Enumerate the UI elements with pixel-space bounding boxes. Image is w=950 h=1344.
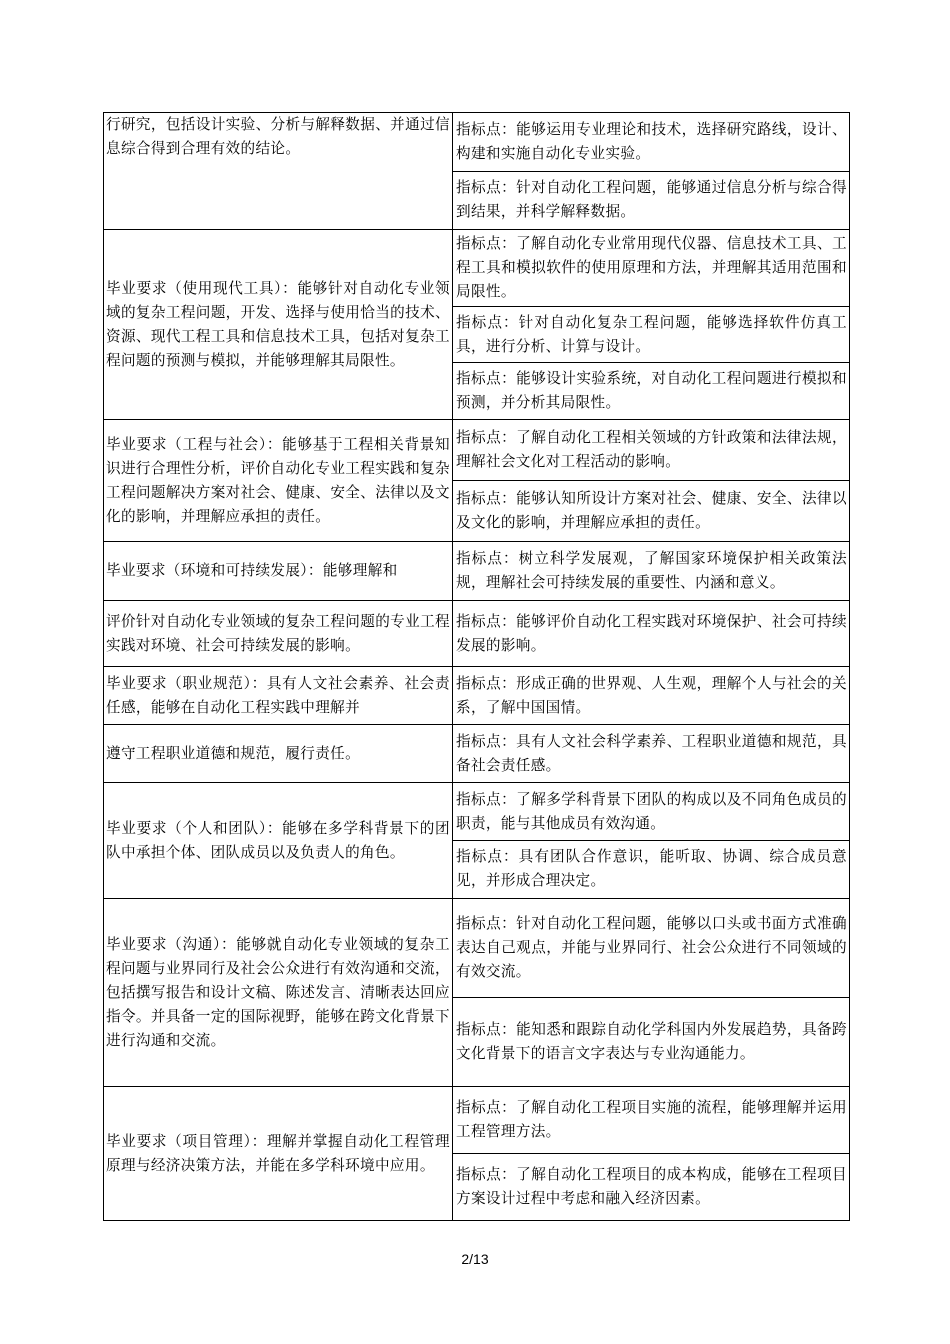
table-row bbox=[104, 229, 849, 419]
indicator-cell bbox=[453, 725, 849, 782]
indicator-column bbox=[453, 725, 849, 782]
indicator-column bbox=[453, 542, 849, 600]
requirement-cell bbox=[104, 420, 453, 541]
requirement-text: 毕业要求（个人和团队）：能够在多学科背景下的团队中承担个体、团队成员以及负责人的角色。 bbox=[106, 819, 450, 861]
indicator-cell bbox=[453, 1087, 849, 1153]
indicator-cell bbox=[453, 306, 849, 362]
requirement-text: 行研究，包括设计实验、分析与解释数据、并通过信息综合得到合理有效的结论。 bbox=[106, 116, 450, 157]
table-row bbox=[104, 541, 849, 600]
requirement-text: 遵守工程职业道德和规范，履行责任。 bbox=[106, 744, 361, 762]
indicator-text: 指标点：了解自动化工程项目的成本构成，能够在工程项目方案设计过程中考虑和融入经济因素。 bbox=[456, 1165, 847, 1207]
requirement-cell bbox=[104, 1087, 453, 1220]
indicator-text: 指标点：形成正确的世界观、人生观，理解个人与社会的关系，了解中国国情。 bbox=[456, 674, 847, 716]
indicator-cell bbox=[453, 1153, 849, 1219]
requirement-cell bbox=[104, 783, 453, 898]
requirement-cell bbox=[104, 601, 453, 666]
table-row bbox=[104, 113, 849, 229]
indicator-column bbox=[453, 113, 849, 229]
requirement-cell bbox=[104, 230, 453, 419]
indicator-cell bbox=[453, 783, 849, 840]
indicator-cell bbox=[453, 362, 849, 418]
indicator-cell bbox=[453, 667, 849, 724]
indicator-cell bbox=[453, 113, 849, 171]
indicator-text: 指标点：了解自动化工程相关领域的方针政策和法律法规，理解社会文化对工程活动的影响。 bbox=[456, 429, 847, 470]
indicator-cell bbox=[453, 840, 849, 897]
indicator-cell bbox=[453, 997, 849, 1085]
indicator-text: 指标点：了解自动化工程项目实施的流程，能够理解并运用工程管理方法。 bbox=[456, 1099, 847, 1140]
indicator-text: 指标点：能知悉和跟踪自动化学科国内外发展趋势，具备跨文化背景下的语言文字表达与专业沟通能力。 bbox=[456, 1020, 847, 1062]
requirement-cell bbox=[104, 542, 453, 600]
indicator-cell bbox=[453, 542, 849, 600]
table-row bbox=[104, 724, 849, 782]
indicator-column bbox=[453, 667, 849, 724]
indicator-column bbox=[453, 783, 849, 898]
indicator-column bbox=[453, 899, 849, 1086]
indicator-text: 指标点：能够设计实验系统，对自动化工程问题进行模拟和预测，并分析其局限性。 bbox=[456, 369, 847, 411]
indicator-cell bbox=[453, 480, 849, 540]
requirement-text: 毕业要求（职业规范）：具有人文社会素养、社会责任感，能够在自动化工程实践中理解并 bbox=[106, 674, 450, 716]
indicator-cell bbox=[453, 230, 849, 306]
indicator-column bbox=[453, 230, 849, 419]
indicator-text: 指标点：了解自动化专业常用现代仪器、信息技术工具、工程工具和模拟软件的使用原理和方法，并理解其适用范围和局限性。 bbox=[456, 235, 847, 300]
indicator-text: 指标点：针对自动化工程问题，能够通过信息分析与综合得到结果，并科学解释数据。 bbox=[456, 179, 847, 220]
indicator-column bbox=[453, 601, 849, 666]
indicator-column bbox=[453, 1087, 849, 1220]
requirement-text: 毕业要求（使用现代工具）：能够针对自动化专业领域的复杂工程问题，开发、选择与使用恰当的技术、资源、现代工程工具和信息技术工具，包括对复杂工程问题的预测与模拟，并能够理解其局限性。 bbox=[106, 279, 450, 369]
requirement-text: 评价针对自动化专业领域的复杂工程问题的专业工程实践对环境、社会可持续发展的影响。 bbox=[106, 612, 450, 654]
requirement-cell bbox=[104, 725, 453, 782]
table-row bbox=[104, 898, 849, 1086]
page-number: 2/13 bbox=[461, 1251, 489, 1267]
indicator-text: 指标点：针对自动化复杂工程问题，能够选择软件仿真工具，进行分析、计算与设计。 bbox=[456, 313, 847, 355]
indicator-cell bbox=[453, 171, 849, 228]
indicator-text: 指标点：能够认知所设计方案对社会、健康、安全、法律以及文化的影响，并理解应承担的责任。 bbox=[456, 489, 847, 531]
table-row bbox=[104, 666, 849, 724]
requirements-table bbox=[103, 112, 850, 1221]
requirement-text: 毕业要求（工程与社会）：能够基于工程相关背景知识进行合理性分析，评价自动化专业工程实践和复杂工程问题解决方案对社会、健康、安全、法律以及文化的影响，并理解应承担的责任。 bbox=[106, 435, 450, 525]
table-row bbox=[104, 419, 849, 541]
table-row bbox=[104, 600, 849, 666]
requirement-cell bbox=[104, 113, 453, 229]
indicator-text: 指标点：能够评价自动化工程实践对环境保护、社会可持续发展的影响。 bbox=[456, 612, 847, 654]
indicator-column bbox=[453, 420, 849, 541]
indicator-cell bbox=[453, 899, 849, 997]
requirement-text: 毕业要求（沟通）：能够就自动化专业领域的复杂工程问题与业界同行及社会公众进行有效沟通和交流，包括撰写报告和设计文稿、陈述发言、清晰表达回应指令。并具备一定的国际视野，能够在跨文化背景下进行沟通和交流。 bbox=[106, 935, 450, 1049]
indicator-cell bbox=[453, 420, 849, 480]
indicator-text: 指标点：具有团队合作意识，能听取、协调、综合成员意见，并形成合理决定。 bbox=[456, 848, 847, 889]
indicator-text: 指标点：能够运用专业理论和技术，选择研究路线，设计、构建和实施自动化专业实验。 bbox=[456, 121, 847, 162]
requirement-cell bbox=[104, 667, 453, 724]
indicator-text: 指标点：树立科学发展观，了解国家环境保护相关政策法规，理解社会可持续发展的重要性、内涵和意义。 bbox=[456, 550, 847, 591]
table-row bbox=[104, 782, 849, 898]
requirement-text: 毕业要求（环境和可持续发展）：能够理解和 bbox=[106, 562, 398, 579]
requirement-cell bbox=[104, 899, 453, 1086]
indicator-text: 指标点：针对自动化工程问题，能够以口头或书面方式准确表达自己观点，并能与业界同行、社会公众进行不同领域的有效交流。 bbox=[456, 915, 847, 980]
table-row bbox=[104, 1086, 849, 1220]
requirement-text: 毕业要求（项目管理）：理解并掌握自动化工程管理原理与经济决策方法，并能在多学科环境中应用。 bbox=[106, 1132, 450, 1174]
indicator-text: 指标点：了解多学科背景下团队的构成以及不同角色成员的职责，能与其他成员有效沟通。 bbox=[456, 790, 847, 832]
indicator-cell bbox=[453, 601, 849, 666]
indicator-text: 指标点：具有人文社会科学素养、工程职业道德和规范，具备社会责任感。 bbox=[456, 732, 847, 774]
